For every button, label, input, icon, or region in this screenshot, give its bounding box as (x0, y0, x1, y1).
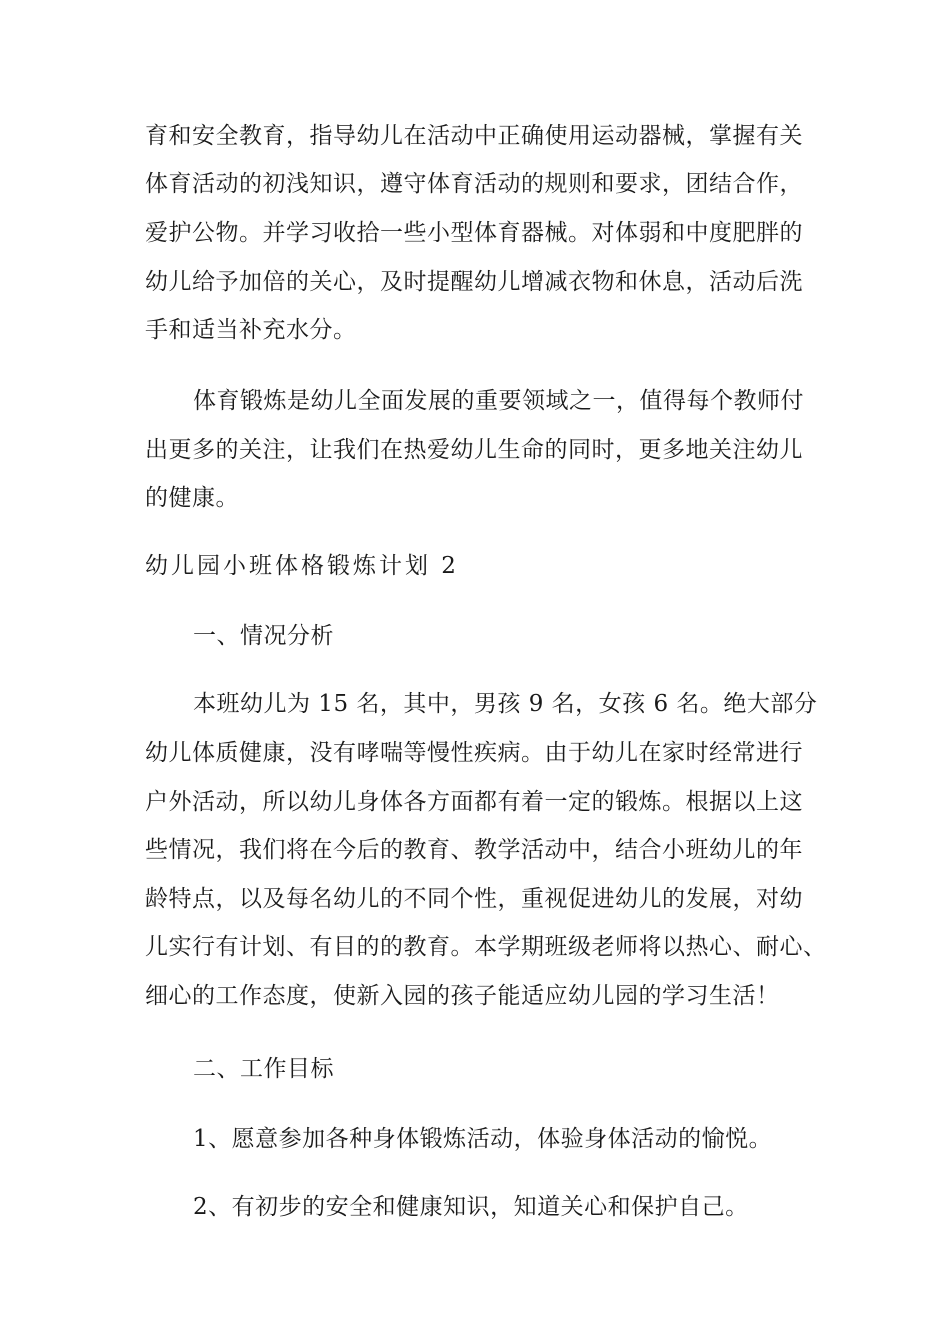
paragraph-1-line-1: 育和安全教育，指导幼儿在活动中正确使用运动器械，掌握有关 (145, 123, 803, 149)
goal-item-1: 1、愿意参加各种身体锻炼活动，体验身体活动的愉悦。 (193, 1126, 773, 1152)
heading-work-goals: 二、工作目标 (193, 1056, 334, 1082)
paragraph-3-line-3: 户外活动，所以幼儿身体各方面都有着一定的锻炼。根据以上这 (145, 789, 803, 815)
paragraph-3-line-2: 幼儿体质健康，没有哮喘等慢性疾病。由于幼儿在家时经常进行 (145, 740, 803, 766)
paragraph-3-line-6: 儿实行有计划、有目的的教育。本学期班级老师将以热心、耐心、 (145, 934, 827, 960)
section-title: 幼儿园小班体格锻炼计划 2 (145, 553, 459, 579)
paragraph-1-line-3: 爱护公物。并学习收拾一些小型体育器械。对体弱和中度肥胖的 (145, 220, 803, 246)
paragraph-1-line-2: 体育活动的初浅知识，遵守体育活动的规则和要求，团结合作， (145, 171, 803, 197)
paragraph-3-line-7: 细心的工作态度，使新入园的孩子能适应幼儿园的学习生活！ (145, 983, 780, 1009)
paragraph-2-line-2: 出更多的关注，让我们在热爱幼儿生命的同时，更多地关注幼儿 (145, 437, 803, 463)
paragraph-1-line-5: 手和适当补充水分。 (145, 317, 357, 343)
paragraph-2-line-1: 体育锻炼是幼儿全面发展的重要领域之一，值得每个教师付 (193, 388, 804, 414)
heading-situation-analysis: 一、情况分析 (193, 623, 334, 649)
goal-item-2: 2、有初步的安全和健康知识，知道关心和保护自己。 (193, 1194, 749, 1220)
paragraph-1-line-4: 幼儿给予加倍的关心，及时提醒幼儿增减衣物和休息，活动后洗 (145, 269, 803, 295)
paragraph-2-line-3: 的健康。 (145, 485, 239, 511)
paragraph-3-line-4: 些情况，我们将在今后的教育、教学活动中，结合小班幼儿的年 (145, 837, 803, 863)
paragraph-3-line-1: 本班幼儿为 15 名，其中，男孩 9 名，女孩 6 名。绝大部分 (193, 691, 818, 717)
paragraph-3-line-5: 龄特点，以及每名幼儿的不同个性，重视促进幼儿的发展，对幼 (145, 886, 803, 912)
